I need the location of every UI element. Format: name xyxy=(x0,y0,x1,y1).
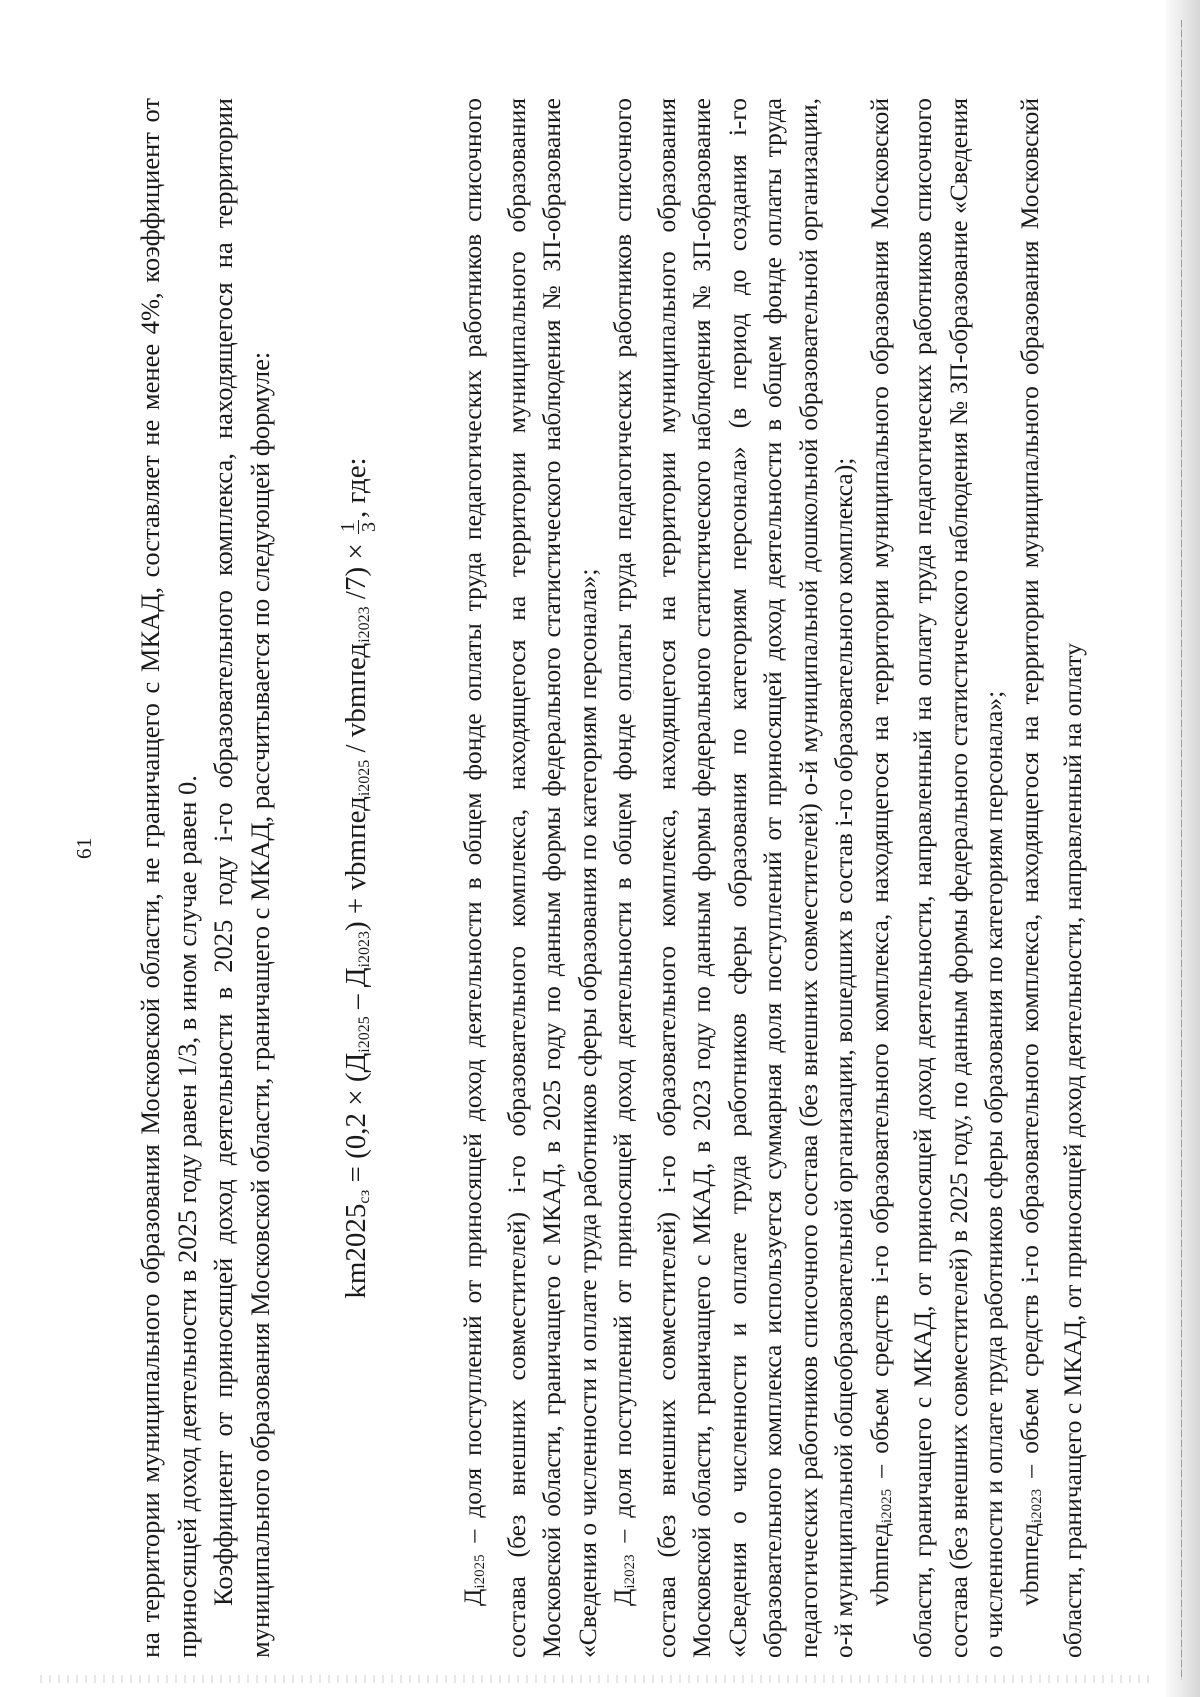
formula-sub: i2023 xyxy=(356,606,373,643)
definition-symbol-sub: i2025 xyxy=(472,1554,488,1589)
definition-text: – объем средств i-го образовательного комплекса, находящегося на территории муниципального образования Московской области, граничащего с МКАД, от приносящей доход деятельности, направленный на оплату труда педагогических работников списочного состава (без внешних совместителей) в 2025 году, по данным формы федерального статистического наблюдения № ЗП-образование «Сведения о численности и оплате труда работников сферы образования по категориям персонала»; xyxy=(864,98,1008,1658)
formula-part: = (0,2 × (Д xyxy=(340,1052,372,1190)
definition-text: – доля поступлений от приносящей доход деятельности в общем фонде оплаты труда педагогических работников списочного состава (без внешних совместителей) i-го образовательного комплекса, находящегося на территории муниципального образования Московской области, граничащего с МКАД, в 2023 году по данным формы федерального статистического наблюдения № ЗП-образование «Сведения о численности и оплате труда работников сферы образования по категориям персонала» (в период до создания i-го образовательного комплекса используется суммарная доля поступлений от приносящей доход деятельности в общем фонде оплаты труда педагогических работников списочного состава (без внешних совместителей) o-й муниципальной дошкольной образовательной организации, о-й муниципальной общеобразовательной организации, вошедших в состав i-го образовательного комплекса); xyxy=(608,98,858,1658)
definition-symbol: Д xyxy=(458,1588,487,1606)
scan-bottom-noise xyxy=(40,1675,1150,1683)
fraction-denominator: 3 xyxy=(357,522,380,533)
formula-lhs-sub: сз xyxy=(356,1189,373,1204)
formula-fraction xyxy=(338,520,379,534)
fraction-numerator: 1 xyxy=(336,522,359,533)
formula-part: ) + vbmпед xyxy=(340,796,372,931)
formula-tail: , где: xyxy=(340,457,372,519)
formula-sub: i2023 xyxy=(356,930,373,968)
formula-lhs: km2025 xyxy=(340,1203,372,1299)
definition-symbol-sub: i2023 xyxy=(622,1554,638,1589)
definition-item xyxy=(862,98,1012,1658)
formula-sub: i2025 xyxy=(356,759,373,797)
page-number: 61 xyxy=(72,837,96,859)
definition-symbol: Д xyxy=(608,1588,637,1606)
definition-item xyxy=(605,98,862,1658)
rotated-page xyxy=(72,38,1200,1658)
definition-symbol-sub: i2025 xyxy=(878,1488,895,1524)
formula-part: – Д xyxy=(340,967,372,1017)
formula-part: / vbmпед xyxy=(340,642,372,760)
definition-symbol: vbmпед xyxy=(864,1523,894,1606)
intro-paragraph-1: на территории муниципального образования Московской области, не граничащего с МКАД, составляет не менее 4%, коэффициент от приносящей доход деятельности в 2025 году равен 1/3, в ином случае равен 0. xyxy=(135,98,202,1658)
formula-part: /7) × xyxy=(340,536,372,607)
formula-sub: i2025 xyxy=(356,1016,373,1053)
definition-item xyxy=(455,98,605,1658)
definition-symbol: vbmпед xyxy=(1014,1523,1044,1606)
formula xyxy=(336,98,385,1658)
definitions xyxy=(455,98,1091,1658)
definition-text: – доля поступлений от приносящей доход деятельности в общем фонде оплаты труда педагогических работников списочного состава (без внешних совместителей) i-го образовательного комплекса, находящегося на территории муниципального образования Московской области, граничащего с МКАД, в 2025 году по данным формы федерального статистического наблюдения № ЗП-образование «Сведения о численности и оплате труда работников сферы образования по категориям персонала»; xyxy=(458,98,602,1658)
definition-symbol-sub: i2023 xyxy=(1028,1488,1045,1524)
intro-paragraph-2: Коэффициент от приносящей доход деятельности в 2025 году i-го образовательного комплекса, находящегося на территории муниципального образования Московской области, граничащего с МКАД, рассчитывается по следующей формуле: xyxy=(208,98,275,1658)
document-body xyxy=(132,98,1091,1658)
definition-text: – объем средств i-го образовательного комплекса, находящегося на территории муниципального образования Московской области, граничащего с МКАД, от приносящей доход деятельности, направленный на оплату xyxy=(1014,98,1087,1658)
definition-item xyxy=(1012,98,1091,1658)
